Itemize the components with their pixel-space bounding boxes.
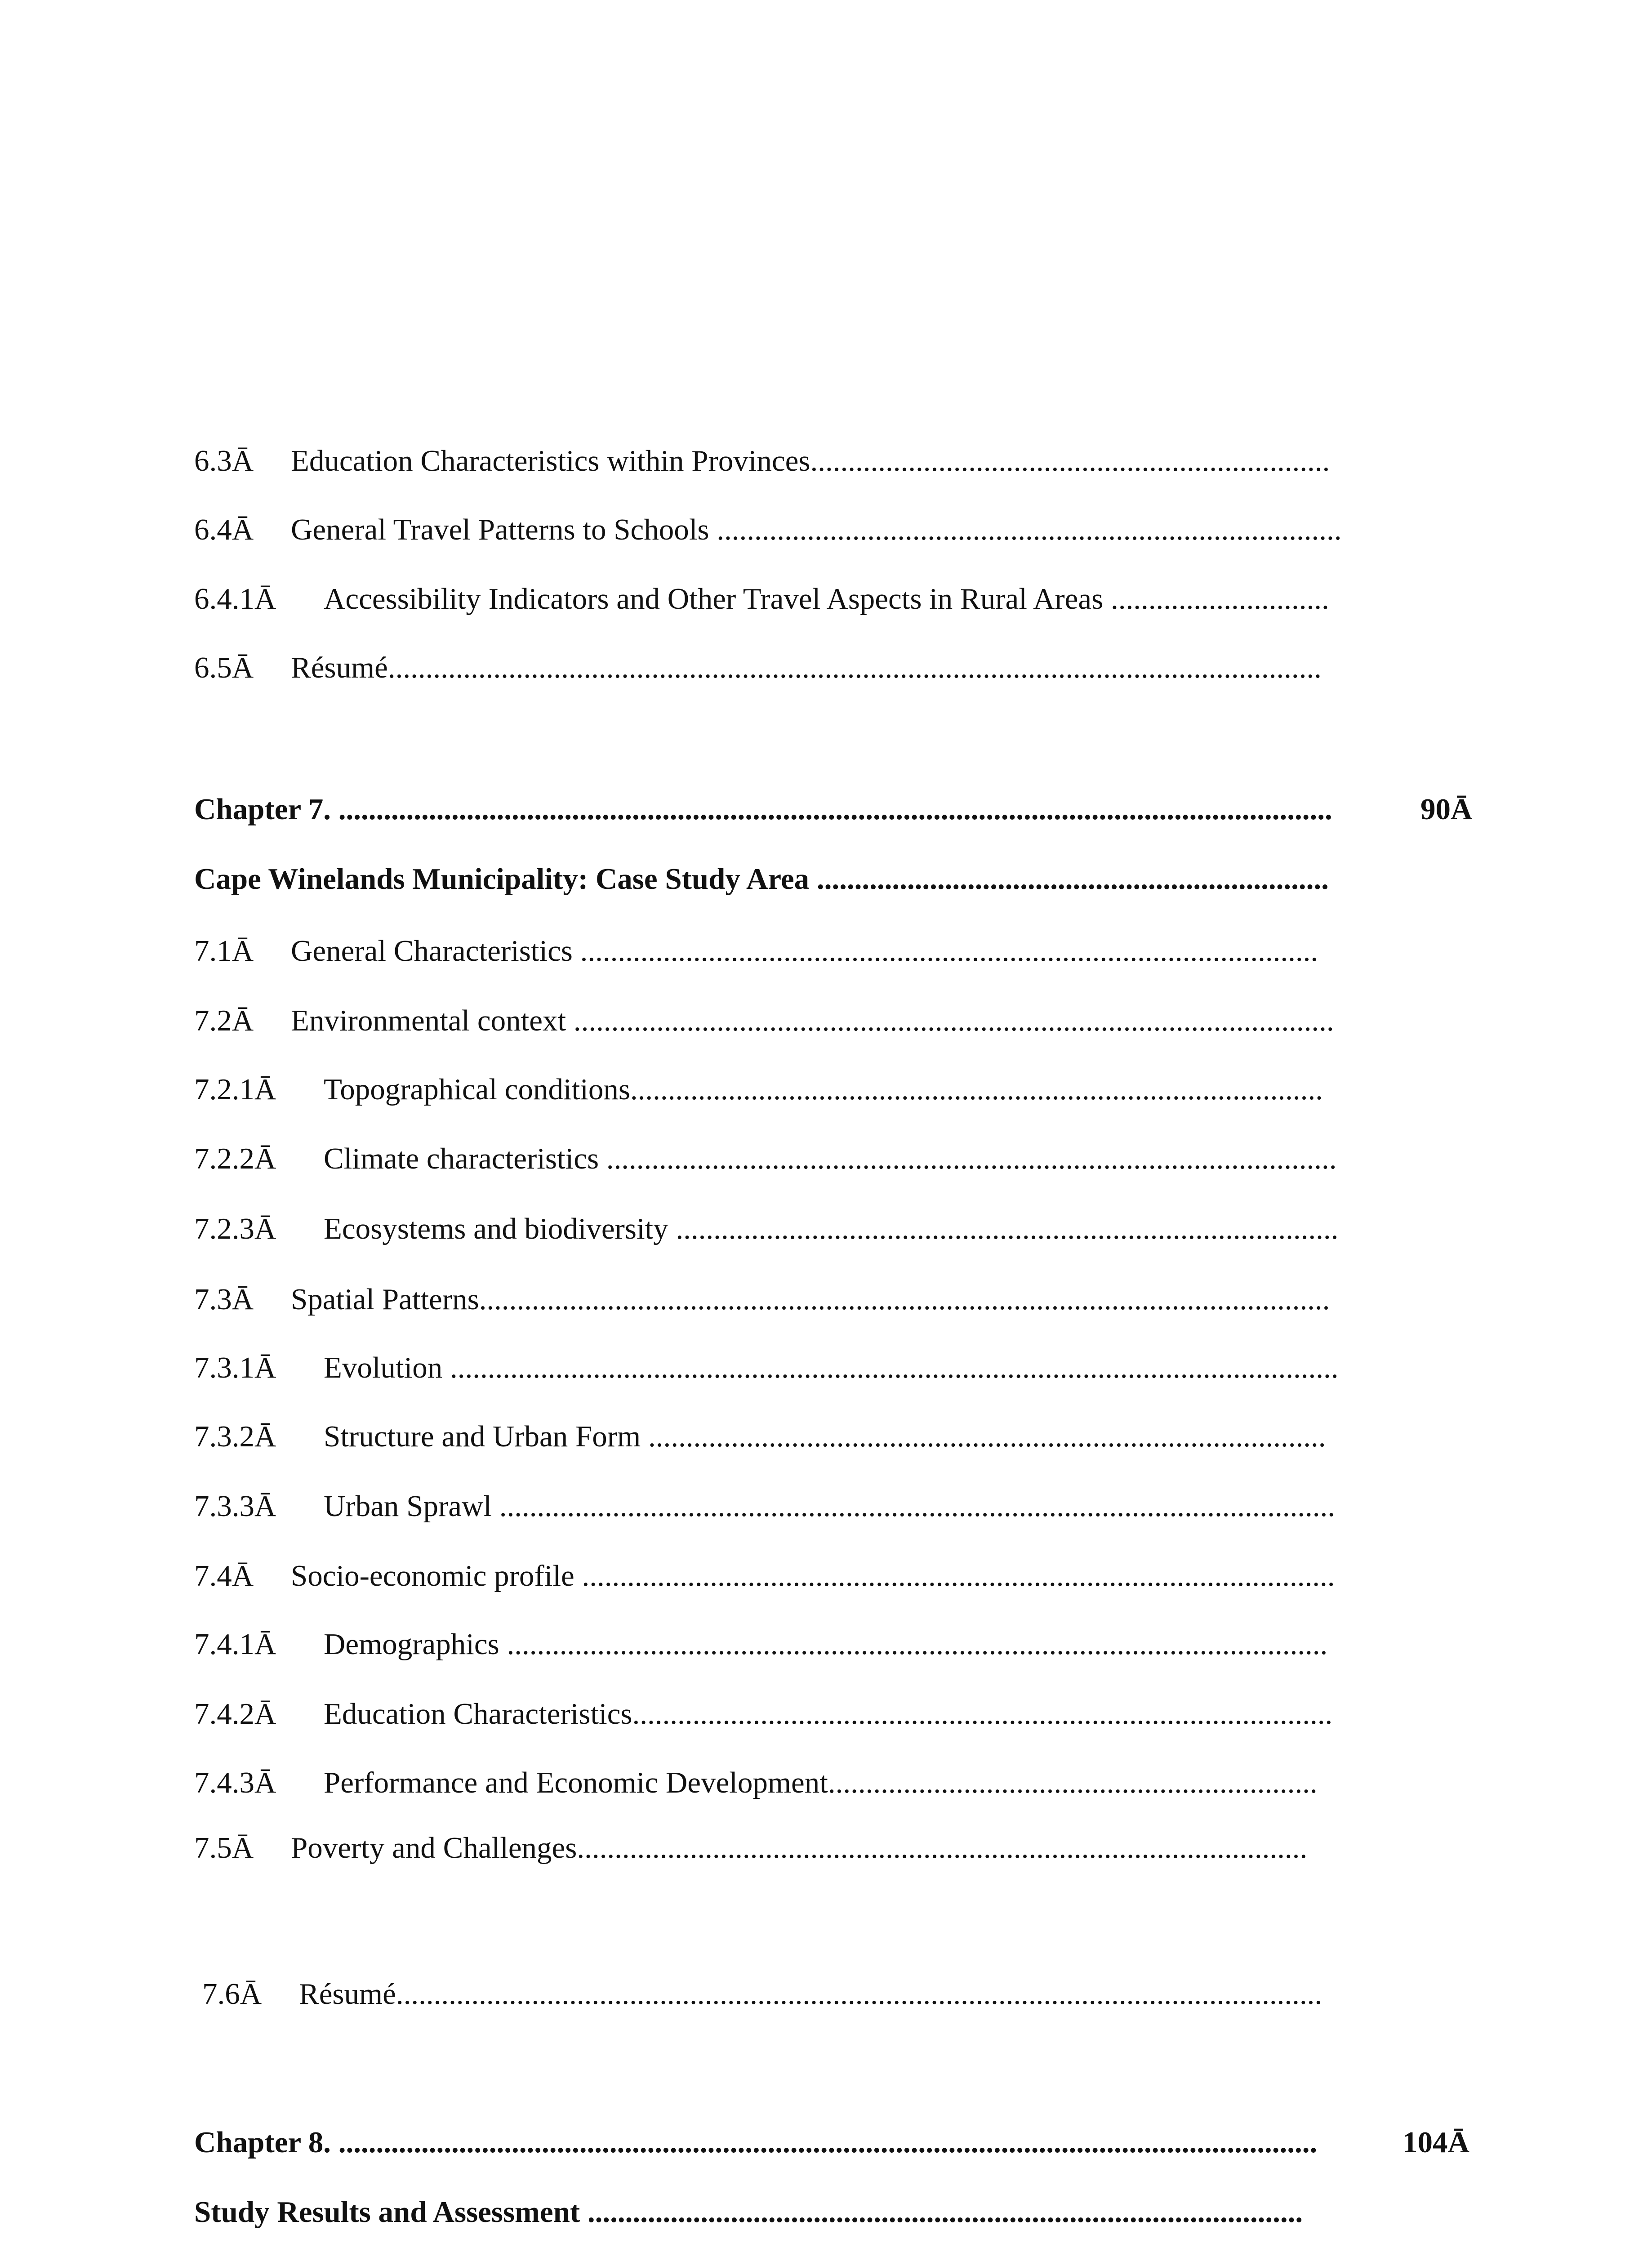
toc-entry-title: General Travel Patterns to Schools ...................................................................................	[291, 513, 1342, 546]
toc-entry-title: Performance and Economic Development.................................................................	[324, 1766, 1318, 1799]
toc-entry-number: 7.3.3Ā	[194, 1490, 276, 1523]
toc-entry-6-5	[194, 647, 1408, 688]
toc-entry-7-2-1	[194, 1069, 1399, 1110]
toc-entry-number: 7.3.2Ā	[194, 1420, 276, 1453]
chapter-subtitle: Study Results and Assessment ...............................................................................................	[194, 2195, 1303, 2229]
chapter-7-page-number: 90Ā	[1420, 793, 1473, 826]
toc-entry-title: Climate characteristics .................................................................................................	[324, 1142, 1337, 1175]
toc-entry-7-2-2	[194, 1138, 1408, 1179]
chapter-7-subtitle	[194, 859, 1408, 899]
toc-entry-title: Spatial Patterns.................................................................................................................	[291, 1283, 1330, 1316]
toc-entry-title: Socio-economic profile ....................................................................................................	[291, 1559, 1335, 1592]
chapter-title: Chapter 8. ..................................................................................................................................	[194, 2126, 1318, 2159]
chapter-8-page-number: 104Ā	[1403, 2126, 1469, 2159]
toc-entry-7-2-3	[194, 1209, 1408, 1249]
toc-entry-title: Education Characteristics within Provinces.....................................................................	[291, 444, 1330, 477]
toc-entry-title: Environmental context .....................................................................................................	[291, 1004, 1334, 1037]
toc-entry-number: 7.2.2Ā	[194, 1142, 276, 1175]
toc-entry-7-4-1	[194, 1624, 1403, 1664]
chapter-8-subtitle	[194, 2192, 1381, 2232]
toc-entry-title: Poverty and Challenges.................................................................................................	[291, 1831, 1308, 1864]
toc-entry-number: 6.4Ā	[194, 513, 254, 546]
toc-entry-title: Ecosystems and biodiversity ........................................................................................	[324, 1212, 1339, 1245]
toc-entry-title: Demographics .............................................................................................................	[324, 1628, 1328, 1661]
toc-entry-7-3-3	[194, 1486, 1410, 1526]
toc-entry-title: Structure and Urban Form ..........................................................................................	[324, 1420, 1326, 1453]
toc-entry-number: 7.3Ā	[194, 1283, 254, 1316]
toc-entry-number: 7.2Ā	[194, 1004, 254, 1037]
toc-entry-title: Urban Sprawl ...............................................................................................................	[324, 1490, 1335, 1523]
toc-entry-6-4	[194, 509, 1408, 550]
toc-entry-7-6	[202, 1974, 1399, 2014]
chapter-subtitle: Cape Winelands Municipality: Case Study Area ....................................................................	[194, 862, 1329, 896]
toc-entry-7-2	[194, 1000, 1408, 1041]
toc-entry-number: 7.4Ā	[194, 1559, 254, 1592]
chapter-8-heading	[194, 2122, 1394, 2163]
toc-entry-title: Evolution ......................................................................................................................	[324, 1351, 1339, 1384]
toc-entry-number: 7.4.2Ā	[194, 1697, 276, 1731]
toc-entry-7-3-1	[194, 1347, 1408, 1388]
toc-entry-number: 7.1Ā	[194, 934, 254, 968]
toc-entry-title: Education Characteristics.............................................................................................	[324, 1697, 1333, 1731]
toc-entry-6-3	[194, 441, 1408, 481]
toc-entry-6-4-1	[194, 579, 1410, 619]
chapter-title: Chapter 7. ....................................................................................................................................	[194, 793, 1332, 826]
toc-entry-title: General Characteristics ..................................................................................................	[291, 934, 1318, 968]
toc-entry-number: 7.4.3Ā	[194, 1766, 276, 1799]
toc-entry-number: 6.4.1Ā	[194, 582, 276, 616]
toc-entry-7-4	[194, 1556, 1410, 1596]
toc-entry-title: Résumé...........................................................................................................................	[299, 1977, 1322, 2011]
toc-entry-number: 7.4.1Ā	[194, 1628, 276, 1661]
toc-entry-number: 6.5Ā	[194, 651, 254, 684]
toc-entry-title: Résumé............................................................................................................................	[291, 651, 1322, 684]
toc-entry-number: 7.5Ā	[194, 1831, 254, 1864]
chapter-7-heading	[194, 789, 1408, 830]
toc-entry-7-4-3	[194, 1762, 1392, 1803]
toc-entry-title: Accessibility Indicators and Other Travel Aspects in Rural Areas .............................	[324, 582, 1329, 616]
toc-entry-number: 6.3Ā	[194, 444, 254, 477]
toc-entry-number: 7.6Ā	[202, 1977, 262, 2011]
toc-entry-7-3	[194, 1279, 1408, 1320]
toc-entry-number: 7.2.3Ā	[194, 1212, 276, 1245]
toc-entry-number: 7.3.1Ā	[194, 1351, 276, 1384]
toc-entry-number: 7.2.1Ā	[194, 1073, 276, 1106]
toc-entry-7-5	[194, 1828, 1381, 1868]
toc-entry-title: Topographical conditions............................................................................................	[324, 1073, 1323, 1106]
toc-entry-7-1	[194, 931, 1392, 971]
toc-entry-7-4-2	[194, 1694, 1410, 1734]
toc-entry-7-3-2	[194, 1416, 1399, 1457]
